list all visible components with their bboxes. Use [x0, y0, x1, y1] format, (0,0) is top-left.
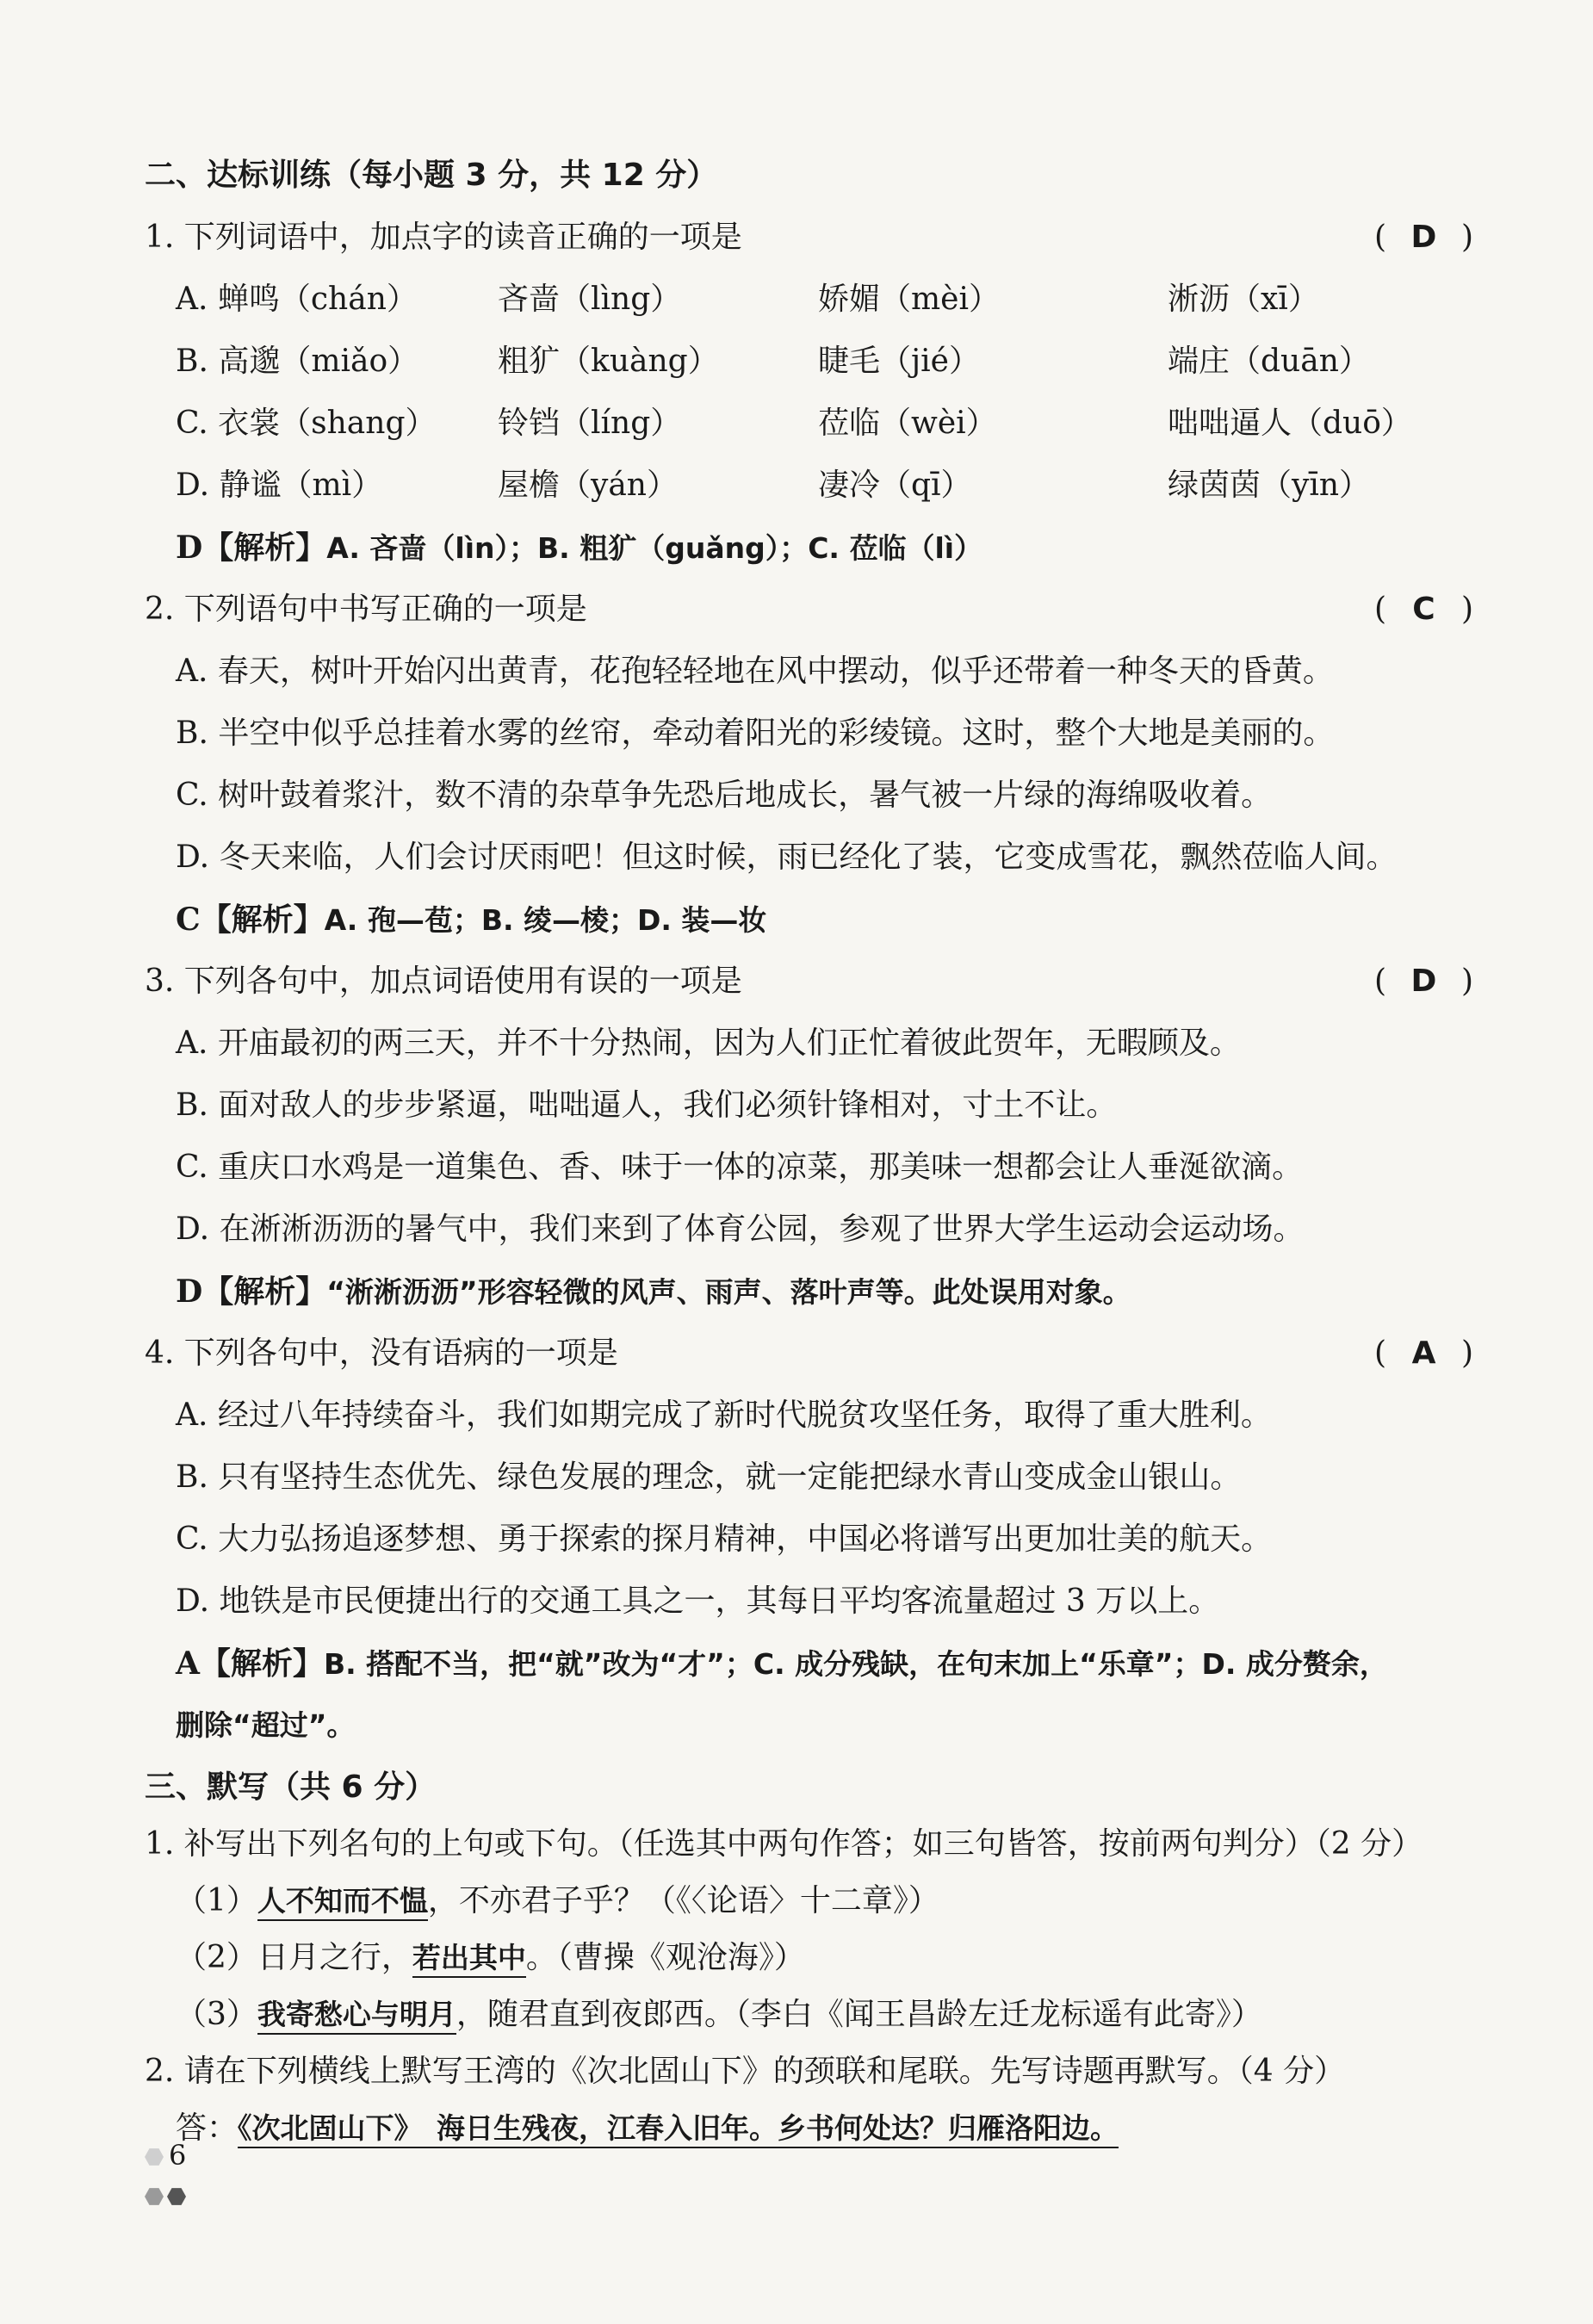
item-number: （1）: [176, 1883, 257, 1918]
q3-analysis: [176, 1273, 1131, 1311]
q3-option-d: D. 在淅淅沥沥的暑气中，我们来到了体育公园，参观了世界大学生运动会运动场。: [176, 1212, 1305, 1247]
answer-label: 答：: [176, 2110, 239, 2146]
q3-analysis-text: “淅淅沥沥”形容轻微的风声、雨声、落叶声等。此处误用对象。: [326, 1275, 1131, 1309]
q1-c-3: 莅临（wèi）: [818, 406, 997, 441]
q4-option-a: A. 经过八年持续奋斗，我们如期完成了新时代脱贫攻坚任务，取得了重大胜利。: [176, 1397, 1272, 1433]
answer-fill: 人不知而不愠: [257, 1884, 428, 1921]
item-rest: ，随君直到夜郎西。（李白《闻王昌龄左迁龙标遥有此寄》）: [456, 1997, 1262, 2032]
q1-stem: 1. 下列词语中，加点字的读音正确的一项是: [145, 220, 742, 255]
q2-stem: 2. 下列语句中书写正确的一项是: [145, 592, 587, 627]
item-prefix: 日月之行，: [257, 1940, 412, 1975]
q4-answer-bracket: ( A ): [1374, 1336, 1473, 1371]
q1-analysis: [176, 529, 982, 567]
q3-answer: D: [1410, 964, 1437, 999]
item-number: （3）: [176, 1997, 257, 2032]
page-number: 6: [169, 2139, 187, 2172]
q4-analysis-continued: 删除“超过”。: [176, 1708, 356, 1742]
q1-a-3: 娇媚（mèi）: [818, 282, 1000, 317]
answer-fill: 《次北固山下》 海日生残夜，江春入旧年。乡书何处达？归雁洛阳边。: [238, 2111, 1119, 2148]
q1-b-1: B. 高邈（miǎo）: [176, 344, 419, 379]
hexagon-decoration-icon: [145, 2147, 164, 2166]
q4-analysis: [176, 1645, 1388, 1683]
q1-b-4: 端庄（duān）: [1168, 344, 1370, 379]
q2-analysis-text: A. 孢—苞；B. 绫—棱；D. 装—妆: [324, 903, 767, 937]
dictation-q1-stem: 1. 补写出下列名句的上句或下句。（任选其中两句作答；如三句皆答，按前两句判分）（2 分）: [145, 1826, 1423, 1862]
q2-option-d: D. 冬天来临，人们会讨厌雨吧！但这时候，雨已经化了装，它变成雪花，飘然莅临人间。: [176, 840, 1398, 875]
answer-fill: 若出其中: [412, 1941, 526, 1978]
q3-stem: 3. 下列各句中，加点词语使用有误的一项是: [145, 964, 742, 999]
q1-answer: D: [1410, 220, 1437, 255]
q1-d-4: 绿茵茵（yīn）: [1168, 468, 1371, 503]
item-rest: ，不亦君子乎？（《〈论语〉十二章》）: [427, 1883, 939, 1918]
dictation-q2-answer: [176, 2110, 1119, 2147]
q4-option-d: D. 地铁是市民便捷出行的交通工具之一，其每日平均客流量超过 3 万以上。: [176, 1583, 1220, 1619]
q1-analysis-text: A. 吝啬（lìn）；B. 粗犷（guǎng）；C. 莅临（lì）: [326, 531, 983, 565]
q3-option-a: A. 开庙最初的两三天，并不十分热闹，因为人们正忙着彼此贺年，无暇顾及。: [176, 1026, 1241, 1061]
q1-answer-bracket: ( D ): [1374, 220, 1473, 255]
q1-analysis-label: D【解析】: [176, 530, 327, 566]
q1-b-2: 粗犷（kuàng）: [498, 344, 719, 379]
q3-analysis-label: D【解析】: [176, 1274, 327, 1310]
q1-d-3: 凄冷（qī）: [818, 468, 972, 503]
q3-option-b: B. 面对敌人的步步紧逼，咄咄逼人，我们必须针锋相对，寸土不让。: [176, 1088, 1118, 1123]
q2-analysis-label: C【解析】: [176, 902, 325, 938]
hexagon-decoration-icon: [145, 2187, 164, 2206]
q2-option-c: C. 树叶鼓着浆汁，数不清的杂草争先恐后地成长，暑气被一片绿的海绵吸收着。: [176, 778, 1273, 813]
q1-c-4: 咄咄逼人（duō）: [1168, 406, 1412, 441]
q1-d-2: 屋檐（yán）: [498, 468, 678, 503]
q2-option-a: A. 春天，树叶开始闪出黄青，花孢轻轻地在风中摆动，似乎还带着一种冬天的昏黄。: [176, 654, 1334, 689]
q1-c-1: C. 衣裳（shang）: [176, 406, 437, 441]
hexagon-decoration-icon: [167, 2187, 186, 2206]
q4-analysis-text: B. 搭配不当，把“就”改为“才”；C. 成分残缺，在句末加上“乐章”；D. 成分赘余，: [323, 1647, 1388, 1681]
q1-a-2: 吝啬（lìng）: [498, 282, 682, 317]
item-number: （2）: [176, 1940, 257, 1975]
q2-option-b: B. 半空中似乎总挂着水雾的丝帘，牵动着阳光的彩绫镜。这时，整个大地是美丽的。: [176, 716, 1335, 751]
q1-d-1: D. 静谧（mì）: [176, 468, 383, 503]
section-3-title: 三、默写（共 6 分）: [145, 1769, 437, 1805]
q4-answer: A: [1411, 1336, 1436, 1371]
item-rest: 。（曹操《观沧海》）: [525, 1940, 805, 1975]
q4-analysis-label: A【解析】: [176, 1645, 324, 1682]
q1-a-1: A. 蝉鸣（chán）: [176, 282, 418, 317]
q1-b-3: 睫毛（jié）: [818, 344, 980, 379]
q2-answer-bracket: ( C ): [1374, 592, 1473, 627]
dictation-item-2: [176, 1939, 805, 1977]
q3-option-c: C. 重庆口水鸡是一道集色、香、味于一体的凉菜，那美味一想都会让人垂涎欲滴。: [176, 1150, 1304, 1185]
q1-c-2: 铃铛（líng）: [498, 406, 682, 441]
answer-fill: 我寄愁心与明月: [257, 1998, 456, 2035]
dictation-item-3: [176, 1996, 1262, 2034]
dictation-item-1: [176, 1882, 939, 1920]
q3-answer-bracket: ( D ): [1374, 964, 1473, 999]
section-2-title: 二、达标训练（每小题 3 分，共 12 分）: [145, 158, 718, 193]
q1-a-4: 淅沥（xī）: [1168, 282, 1319, 317]
q2-answer: C: [1412, 592, 1435, 627]
q4-stem: 4. 下列各句中，没有语病的一项是: [145, 1336, 618, 1371]
dictation-q2-stem: 2. 请在下列横线上默写王湾的《次北固山下》的颈联和尾联。先写诗题再默写。（4 分）: [145, 2054, 1346, 2089]
q2-analysis: [176, 901, 766, 939]
q4-option-c: C. 大力弘扬追逐梦想、勇于探索的探月精神，中国必将谱写出更加壮美的航天。: [176, 1521, 1273, 1557]
q4-option-b: B. 只有坚持生态优先、绿色发展的理念，就一定能把绿水青山变成金山银山。: [176, 1459, 1242, 1495]
